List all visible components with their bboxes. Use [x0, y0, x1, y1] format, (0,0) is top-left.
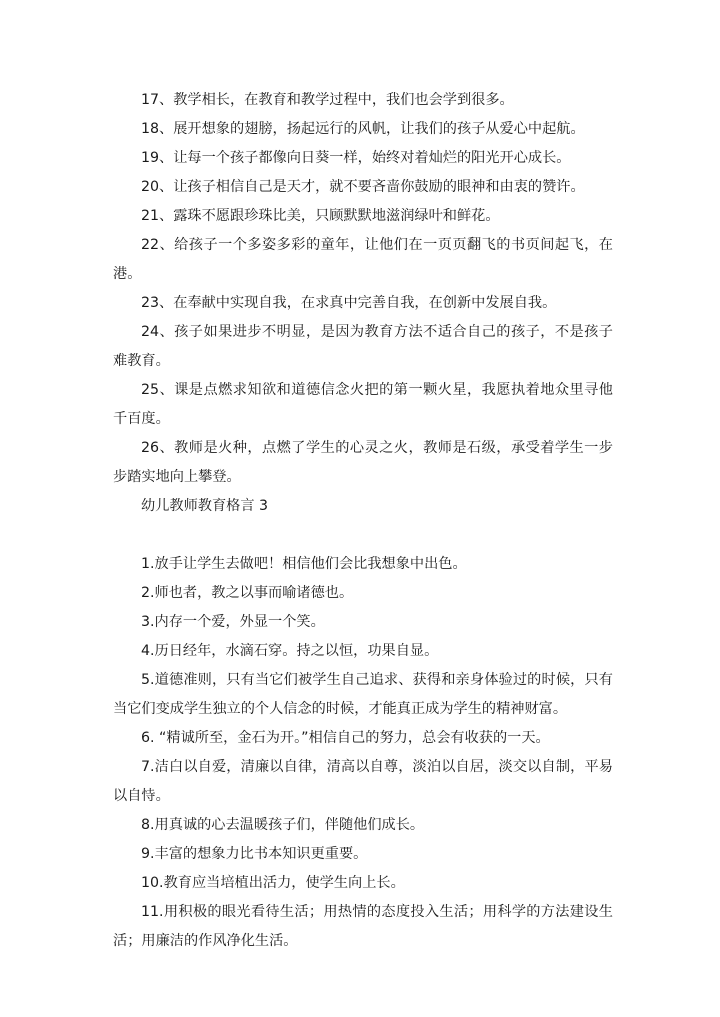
maxim-6: 6. “精诚所至，金石为开。”相信自己的努力，总会有收获的一天。 [141, 730, 550, 746]
maxim-3: 3.内存一个爱，外显一个笑。 [141, 614, 325, 630]
quote-26: 26、教师是火种，点燃了学生的心灵之火，教师是石级，承受着学生一步步踏实地向上攀登。 [113, 440, 613, 485]
maxim-5: 5.道德准则，只有当它们被学生自己追求、获得和亲身体验过的时候，只有当它们变成学生独立的个人信念的时候，才能真正成为学生的精神财富。 [113, 672, 613, 717]
maxim-4: 4.历日经年，水滴石穿。持之以恒，功果自显。 [141, 643, 439, 659]
quote-17: 17、教学相长，在教育和教学过程中，我们也会学到很多。 [141, 92, 514, 108]
quote-19: 19、让每一个孩子都像向日葵一样，始终对着灿烂的阳光开心成长。 [141, 150, 571, 166]
quote-22: 22、给孩子一个多姿多彩的童年，让他们在一页页翻飞的书页间起飞，在港。 [113, 237, 613, 282]
section-heading: 幼儿教师教育格言 3 [141, 498, 269, 514]
quote-23: 23、在奉献中实现自我，在求真中完善自我，在创新中发展自我。 [141, 295, 557, 311]
blank-line [113, 521, 613, 550]
quote-24: 24、孩子如果进步不明显，是因为教育方法不适合自己的孩子，不是孩子难教育。 [113, 324, 613, 369]
document-body [113, 86, 613, 956]
quote-21: 21、露珠不愿跟珍珠比美，只顾默默地滋润绿叶和鲜花。 [141, 208, 500, 224]
maxim-7: 7.洁白以自爱，清廉以自律，清高以自尊，淡泊以自居，淡交以自制，平易以自恃。 [113, 759, 613, 804]
quote-18: 18、展开想象的翅膀，扬起远行的风帆，让我们的孩子从爱心中起航。 [141, 121, 585, 137]
maxim-8: 8.用真诚的心去温暖孩子们，伴随他们成长。 [141, 817, 425, 833]
quote-25: 25、课是点燃求知欲和道德信念火把的第一颗火星，我愿执着地众里寻他千百度。 [113, 382, 613, 427]
quote-20: 20、让孩子相信自己是天才，就不要吝啬你鼓励的眼神和由衷的赞许。 [141, 179, 585, 195]
maxim-11: 11.用积极的眼光看待生活；用热情的态度投入生活；用科学的方法建设生活；用廉洁的作风净化生活。 [113, 904, 613, 949]
maxim-2: 2.师也者，教之以事而喻诸德也。 [141, 585, 354, 601]
maxim-1: 1.放手让学生去做吧！相信他们会比我想象中出色。 [141, 556, 467, 572]
maxim-10: 10.教育应当培植出活力，使学生向上长。 [141, 875, 405, 891]
maxim-9: 9.丰富的想象力比书本知识更重要。 [141, 846, 368, 862]
